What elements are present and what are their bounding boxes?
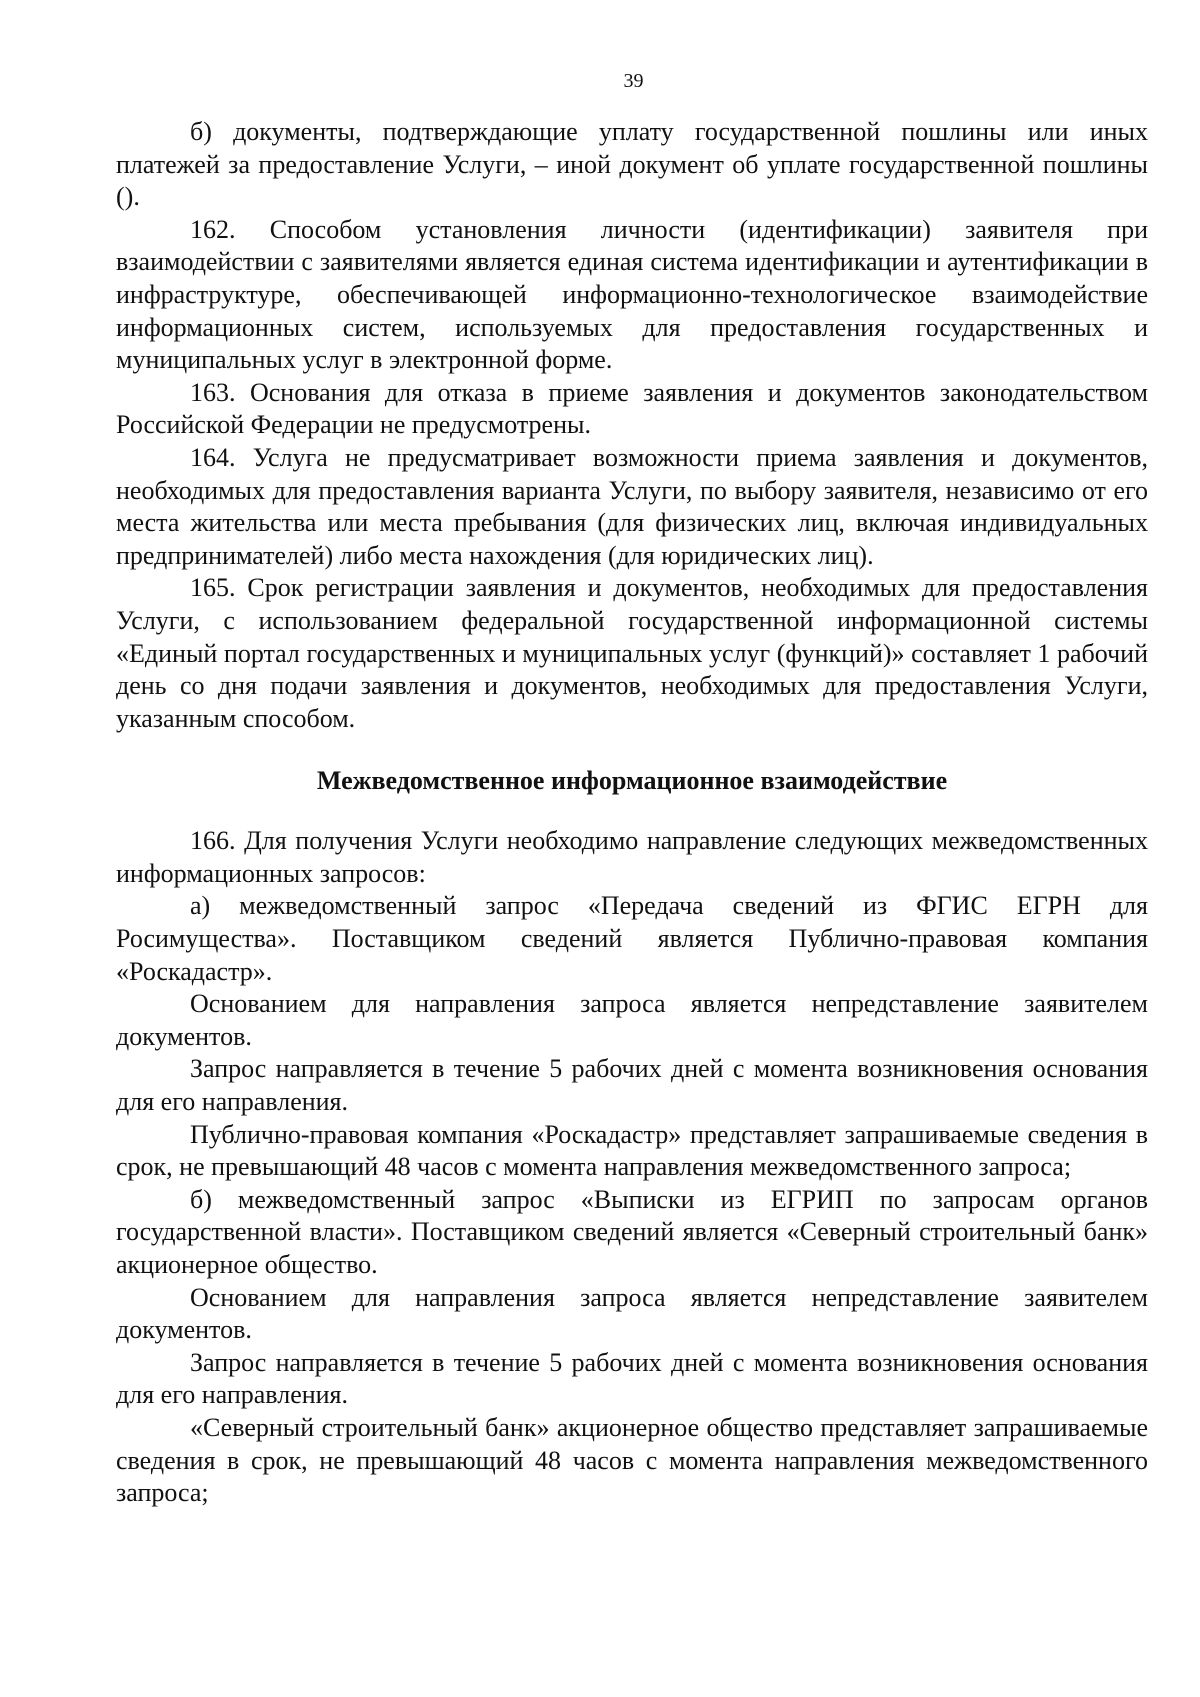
paragraph-a-basis: Основанием для направления запроса является непредставление заявителем документов. <box>116 989 1148 1051</box>
paragraph-163-refusal-grounds: 163. Основания для отказа в приеме заявления и документов законодательством Российской Федерации не предусмотрены. <box>116 377 1148 440</box>
section-heading: Межведомственное информационное взаимодействие <box>316 766 948 796</box>
paragraph-165-registration-term: 165. Срок регистрации заявления и документов, необходимых для предоставления Услуги, с использованием федеральной государственной информационной системы «Единый портал государственных и муниципальных услуг (функций)» составляет 1 рабочий день со дня подачи заявления и документов, необходимых для предоставления Услуги, указанным способом. <box>116 573 1148 733</box>
paragraph-a-response-term: Публично-правовая компания «Роскадастр» представляет запрашиваемые сведения в срок, не превышающий 48 часов с момента направления межведомственного запроса; <box>116 1119 1148 1182</box>
paragraph-a-egrn-request: а) межведомственный запрос «Передача сведений из ФГИС ЕГРН для Росимущества». Поставщиком сведений является Публично-правовая компания «Роскадастр». <box>116 891 1148 986</box>
paragraph-b-timing: Запрос направляется в течение 5 рабочих дней с момента возникновения основания для его направления. <box>116 1347 1148 1410</box>
paragraph-164-extraterritorial: 164. Услуга не предусматривает возможности приема заявления и документов, необходимых для предоставления варианта Услуги, по выбору заявителя, независимо от его места жительства или места пребывания (для физических лиц, включая индивидуальных предпринимателей) либо места нахождения (для юридических лиц). <box>116 442 1148 570</box>
paragraph-166-requests: 166. Для получения Услуги необходимо направление следующих межведомственных информационных запросов: <box>116 826 1148 888</box>
paragraph-a-timing: Запрос направляется в течение 5 рабочих дней с момента возникновения основания для его направления. <box>116 1054 1148 1117</box>
paragraph-b-response-term: «Северный строительный банк» акционерное общество представляет запрашиваемые сведения в срок, не превышающий 48 часов с момента направления межведомственного запроса; <box>116 1412 1148 1508</box>
document-body <box>116 116 1148 1510</box>
paragraph-b-basis: Основанием для направления запроса является непредставление заявителем документов. <box>116 1282 1148 1345</box>
page-number: 39 <box>623 70 644 92</box>
paragraph-b-egrip-request: б) межведомственный запрос «Выписки из ЕГРИП по запросам органов государственной власти». Поставщиком сведений является «Северный строительный банк» акционерное общество. <box>116 1184 1148 1279</box>
paragraph-162-identification: 162. Способом установления личности (идентификации) заявителя при взаимодействии с заявителями является единая система идентификации и аутентификации в инфраструктуре, обеспечивающей информационно-технологическое взаимодействие информационных систем, используемых для предоставления государственных и муниципальных услуг в электронной форме. <box>116 214 1148 375</box>
paragraph-b-fee-documents: б) документы, подтверждающие уплату государственной пошлины или иных платежей за предоставление Услуги, – иной документ об уплате государственной пошлины (). <box>116 117 1148 212</box>
